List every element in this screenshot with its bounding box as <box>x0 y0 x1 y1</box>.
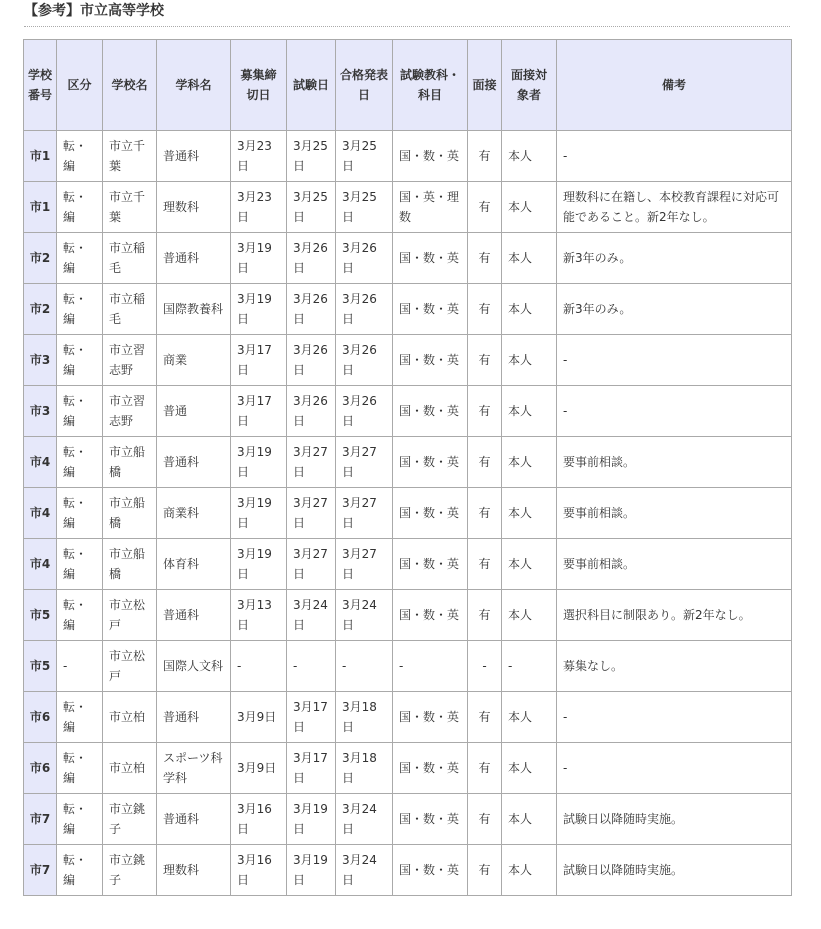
result-date-cell: 3月25日 <box>336 182 393 233</box>
header-school-number: 学校番号 <box>24 40 57 131</box>
exam-date-cell: 3月27日 <box>287 437 336 488</box>
category-cell: 転・編 <box>57 794 103 845</box>
table-row <box>24 182 792 233</box>
result-date-cell: 3月24日 <box>336 845 393 896</box>
deadline-cell: 3月9日 <box>231 743 287 794</box>
result-date-cell: - <box>336 641 393 692</box>
header-notes: 備考 <box>557 40 792 131</box>
exam-subjects-cell: 国・数・英 <box>393 131 468 182</box>
interview-cell: 有 <box>468 488 502 539</box>
department-cell: 理数科 <box>157 845 231 896</box>
notes-cell: 新3年のみ。 <box>557 233 792 284</box>
result-date-cell: 3月26日 <box>336 284 393 335</box>
table-row <box>24 335 792 386</box>
exam-date-cell: 3月26日 <box>287 335 336 386</box>
notes-cell: 募集なし。 <box>557 641 792 692</box>
table-row <box>24 590 792 641</box>
interview-target-cell: 本人 <box>502 182 557 233</box>
deadline-cell: 3月17日 <box>231 335 287 386</box>
category-cell: 転・編 <box>57 590 103 641</box>
section-heading: 【参考】市立高等学校 <box>24 3 164 19</box>
school-name-cell: 市立習志野 <box>103 335 157 386</box>
deadline-cell: 3月16日 <box>231 794 287 845</box>
school-name-cell: 市立稲毛 <box>103 233 157 284</box>
school-name-cell: 市立柏 <box>103 743 157 794</box>
exam-subjects-cell: - <box>393 641 468 692</box>
header-interview-target: 面接対象者 <box>502 40 557 131</box>
school-number-cell: 市3 <box>24 386 57 437</box>
exam-date-cell: 3月27日 <box>287 539 336 590</box>
header-deadline: 募集締切日 <box>231 40 287 131</box>
exam-date-cell: 3月26日 <box>287 284 336 335</box>
school-number-cell: 市2 <box>24 284 57 335</box>
department-cell: 普通科 <box>157 131 231 182</box>
result-date-cell: 3月27日 <box>336 488 393 539</box>
interview-target-cell: 本人 <box>502 845 557 896</box>
deadline-cell: 3月23日 <box>231 131 287 182</box>
school-name-cell: 市立銚子 <box>103 794 157 845</box>
header-result-date: 合格発表日 <box>336 40 393 131</box>
deadline-cell: 3月19日 <box>231 284 287 335</box>
deadline-cell: 3月19日 <box>231 488 287 539</box>
result-date-cell: 3月27日 <box>336 437 393 488</box>
interview-cell: 有 <box>468 539 502 590</box>
interview-target-cell: 本人 <box>502 692 557 743</box>
school-number-cell: 市5 <box>24 590 57 641</box>
header-category: 区分 <box>57 40 103 131</box>
department-cell: 商業科 <box>157 488 231 539</box>
school-number-cell: 市7 <box>24 794 57 845</box>
interview-cell: 有 <box>468 131 502 182</box>
school-name-cell: 市立千葉 <box>103 131 157 182</box>
deadline-cell: 3月17日 <box>231 386 287 437</box>
notes-cell: - <box>557 335 792 386</box>
exam-subjects-cell: 国・数・英 <box>393 539 468 590</box>
school-name-cell: 市立柏 <box>103 692 157 743</box>
category-cell: - <box>57 641 103 692</box>
header-exam-subjects: 試験教科・科目 <box>393 40 468 131</box>
interview-cell: 有 <box>468 743 502 794</box>
notes-cell: 要事前相談。 <box>557 539 792 590</box>
interview-target-cell: 本人 <box>502 335 557 386</box>
notes-cell: 新3年のみ。 <box>557 284 792 335</box>
table-row <box>24 692 792 743</box>
department-cell: 商業 <box>157 335 231 386</box>
interview-cell: 有 <box>468 284 502 335</box>
deadline-cell: 3月19日 <box>231 233 287 284</box>
result-date-cell: 3月24日 <box>336 590 393 641</box>
exam-date-cell: 3月17日 <box>287 743 336 794</box>
category-cell: 転・編 <box>57 182 103 233</box>
category-cell: 転・編 <box>57 539 103 590</box>
department-cell: 理数科 <box>157 182 231 233</box>
exam-date-cell: 3月17日 <box>287 692 336 743</box>
school-number-cell: 市3 <box>24 335 57 386</box>
header-school-name: 学校名 <box>103 40 157 131</box>
school-number-cell: 市4 <box>24 539 57 590</box>
exam-date-cell: - <box>287 641 336 692</box>
exam-subjects-cell: 国・数・英 <box>393 284 468 335</box>
school-number-cell: 市4 <box>24 488 57 539</box>
interview-cell: 有 <box>468 233 502 284</box>
table-row <box>24 437 792 488</box>
exam-subjects-cell: 国・数・英 <box>393 488 468 539</box>
department-cell: 普通科 <box>157 794 231 845</box>
department-cell: 国際教養科 <box>157 284 231 335</box>
interview-target-cell: 本人 <box>502 233 557 284</box>
result-date-cell: 3月26日 <box>336 386 393 437</box>
exam-date-cell: 3月27日 <box>287 488 336 539</box>
department-cell: 普通科 <box>157 692 231 743</box>
deadline-cell: 3月16日 <box>231 845 287 896</box>
table-row <box>24 386 792 437</box>
category-cell: 転・編 <box>57 845 103 896</box>
notes-cell: 理数科に在籍し、本校教育課程に対応可能であること。新2年なし。 <box>557 182 792 233</box>
school-name-cell: 市立船橋 <box>103 488 157 539</box>
exam-subjects-cell: 国・英・理数 <box>393 182 468 233</box>
notes-cell: 要事前相談。 <box>557 488 792 539</box>
notes-cell: 試験日以降随時実施。 <box>557 845 792 896</box>
school-number-cell: 市5 <box>24 641 57 692</box>
department-cell: 普通科 <box>157 437 231 488</box>
interview-target-cell: 本人 <box>502 437 557 488</box>
department-cell: スポーツ科学科 <box>157 743 231 794</box>
exam-date-cell: 3月26日 <box>287 233 336 284</box>
table-header-row <box>24 40 792 131</box>
category-cell: 転・編 <box>57 233 103 284</box>
school-name-cell: 市立銚子 <box>103 845 157 896</box>
notes-cell: - <box>557 692 792 743</box>
table-row <box>24 131 792 182</box>
exam-subjects-cell: 国・数・英 <box>393 845 468 896</box>
school-name-cell: 市立松戸 <box>103 590 157 641</box>
interview-target-cell: 本人 <box>502 590 557 641</box>
table-row <box>24 845 792 896</box>
deadline-cell: 3月19日 <box>231 437 287 488</box>
school-number-cell: 市1 <box>24 131 57 182</box>
result-date-cell: 3月18日 <box>336 692 393 743</box>
interview-target-cell: 本人 <box>502 131 557 182</box>
exam-date-cell: 3月19日 <box>287 794 336 845</box>
interview-cell: 有 <box>468 794 502 845</box>
table-row <box>24 233 792 284</box>
school-name-cell: 市立船橋 <box>103 437 157 488</box>
header-exam-date: 試験日 <box>287 40 336 131</box>
dotted-divider <box>24 26 790 27</box>
category-cell: 転・編 <box>57 335 103 386</box>
deadline-cell: 3月19日 <box>231 539 287 590</box>
result-date-cell: 3月18日 <box>336 743 393 794</box>
deadline-cell: 3月23日 <box>231 182 287 233</box>
result-date-cell: 3月24日 <box>336 794 393 845</box>
deadline-cell: - <box>231 641 287 692</box>
exam-subjects-cell: 国・数・英 <box>393 386 468 437</box>
result-date-cell: 3月26日 <box>336 335 393 386</box>
notes-cell: - <box>557 386 792 437</box>
exam-date-cell: 3月25日 <box>287 182 336 233</box>
interview-cell: - <box>468 641 502 692</box>
school-name-cell: 市立習志野 <box>103 386 157 437</box>
school-name-cell: 市立千葉 <box>103 182 157 233</box>
school-name-cell: 市立松戸 <box>103 641 157 692</box>
category-cell: 転・編 <box>57 284 103 335</box>
category-cell: 転・編 <box>57 692 103 743</box>
department-cell: 体育科 <box>157 539 231 590</box>
interview-target-cell: 本人 <box>502 386 557 437</box>
header-interview: 面接 <box>468 40 502 131</box>
table-row <box>24 488 792 539</box>
school-number-cell: 市6 <box>24 692 57 743</box>
exam-subjects-cell: 国・数・英 <box>393 692 468 743</box>
result-date-cell: 3月25日 <box>336 131 393 182</box>
exam-subjects-cell: 国・数・英 <box>393 794 468 845</box>
result-date-cell: 3月27日 <box>336 539 393 590</box>
table-row <box>24 743 792 794</box>
interview-cell: 有 <box>468 437 502 488</box>
category-cell: 転・編 <box>57 131 103 182</box>
deadline-cell: 3月13日 <box>231 590 287 641</box>
school-name-cell: 市立船橋 <box>103 539 157 590</box>
interview-cell: 有 <box>468 182 502 233</box>
school-number-cell: 市4 <box>24 437 57 488</box>
interview-target-cell: 本人 <box>502 488 557 539</box>
department-cell: 普通科 <box>157 233 231 284</box>
notes-cell: 要事前相談。 <box>557 437 792 488</box>
notes-cell: 試験日以降随時実施。 <box>557 794 792 845</box>
school-number-cell: 市2 <box>24 233 57 284</box>
interview-target-cell: 本人 <box>502 284 557 335</box>
exam-subjects-cell: 国・数・英 <box>393 335 468 386</box>
exam-date-cell: 3月25日 <box>287 131 336 182</box>
table-body <box>24 131 792 896</box>
interview-cell: 有 <box>468 335 502 386</box>
department-cell: 普通科 <box>157 590 231 641</box>
notes-cell: 選択科目に制限あり。新2年なし。 <box>557 590 792 641</box>
interview-cell: 有 <box>468 386 502 437</box>
city-high-school-table <box>23 39 792 896</box>
interview-target-cell: 本人 <box>502 794 557 845</box>
category-cell: 転・編 <box>57 743 103 794</box>
interview-target-cell: 本人 <box>502 743 557 794</box>
interview-target-cell: 本人 <box>502 539 557 590</box>
notes-cell: - <box>557 743 792 794</box>
department-cell: 普通 <box>157 386 231 437</box>
table-row <box>24 284 792 335</box>
interview-target-cell: - <box>502 641 557 692</box>
exam-subjects-cell: 国・数・英 <box>393 743 468 794</box>
school-number-cell: 市6 <box>24 743 57 794</box>
notes-cell: - <box>557 131 792 182</box>
exam-subjects-cell: 国・数・英 <box>393 437 468 488</box>
header-department: 学科名 <box>157 40 231 131</box>
exam-date-cell: 3月24日 <box>287 590 336 641</box>
exam-date-cell: 3月26日 <box>287 386 336 437</box>
interview-cell: 有 <box>468 692 502 743</box>
category-cell: 転・編 <box>57 437 103 488</box>
exam-date-cell: 3月19日 <box>287 845 336 896</box>
interview-cell: 有 <box>468 590 502 641</box>
school-number-cell: 市7 <box>24 845 57 896</box>
department-cell: 国際人文科 <box>157 641 231 692</box>
exam-subjects-cell: 国・数・英 <box>393 590 468 641</box>
deadline-cell: 3月9日 <box>231 692 287 743</box>
exam-subjects-cell: 国・数・英 <box>393 233 468 284</box>
category-cell: 転・編 <box>57 386 103 437</box>
result-date-cell: 3月26日 <box>336 233 393 284</box>
table-row <box>24 794 792 845</box>
table-row <box>24 641 792 692</box>
interview-cell: 有 <box>468 845 502 896</box>
school-name-cell: 市立稲毛 <box>103 284 157 335</box>
school-number-cell: 市1 <box>24 182 57 233</box>
category-cell: 転・編 <box>57 488 103 539</box>
table-row <box>24 539 792 590</box>
